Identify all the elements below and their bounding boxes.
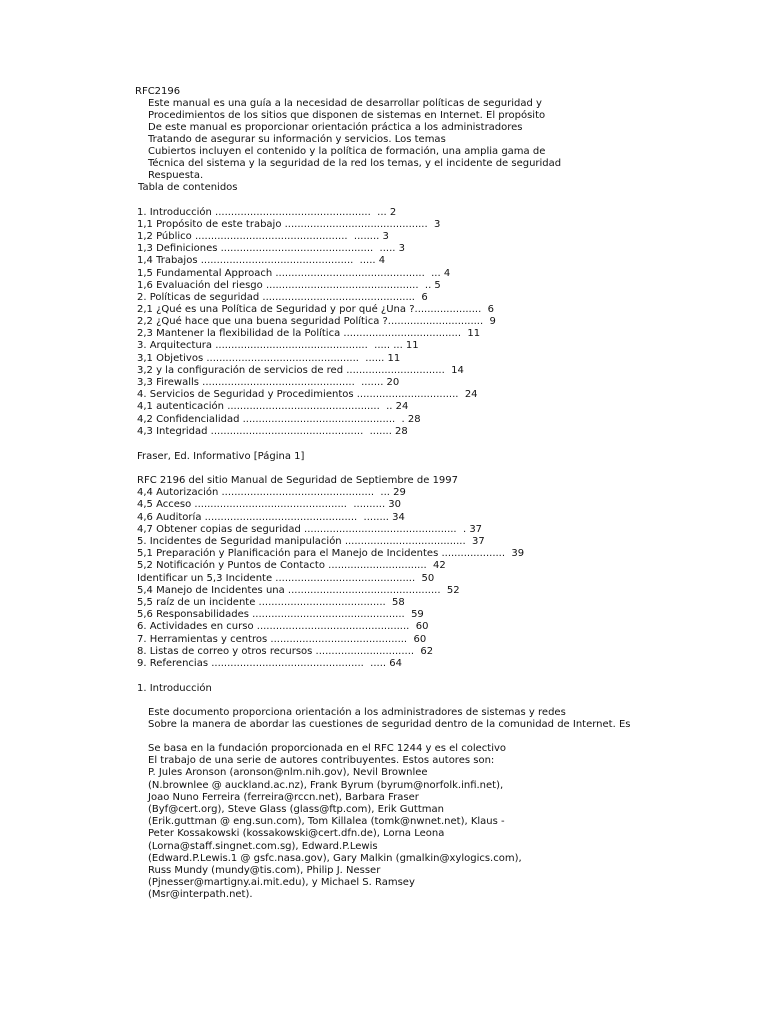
toc-entry: 1,2 Público ................................................ ........ 3 (137, 231, 389, 242)
toc-entry: 1,4 Trabajos ................................................ ..... 4 (137, 255, 386, 266)
body-line: (Byf@cert.org), Steve Glass (glass@ftp.com), Erik Guttman (148, 804, 444, 815)
toc-entry: 5. Incidentes de Seguridad manipulación ...................................... 37 (137, 536, 485, 547)
toc-entry: 1,3 Definiciones ................................................ ..... 3 (137, 243, 405, 254)
toc-entry: 5,5 raíz de un incidente ........................................ 58 (137, 597, 405, 608)
toc-heading: Tabla de contenidos (138, 182, 238, 193)
toc-entry: 1,5 Fundamental Approach ............................................... ... 4 (137, 268, 451, 279)
toc-entry: 5,2 Notificación y Puntos de Contacto ............................... 42 (137, 560, 446, 571)
body-line: (N.brownlee @ auckland.ac.nz), Frank Byrum (byrum@norfolk.infi.net), (148, 780, 504, 791)
body-line: Sobre la manera de abordar las cuestiones de seguridad dentro de la comunidad de Internet. Es (148, 719, 631, 730)
toc-entry: 3,2 y la configuración de servicios de red ............................... 14 (137, 365, 464, 376)
toc-entry: 8. Listas de correo y otros recursos ............................... 62 (137, 646, 434, 657)
toc-entry: 4,3 Integridad ................................................ ....... 28 (137, 426, 408, 437)
page-footer: Fraser, Ed. Informativo [Página 1] (137, 451, 305, 462)
toc-entry: 6. Actividades en curso ................................................ 60 (137, 621, 429, 632)
toc-entry: 4,5 Acceso ................................................ .......... 30 (137, 499, 402, 510)
toc-entry: 1. Introducción ................................................. ... 2 (137, 207, 397, 218)
toc-entry: 5,6 Responsabilidades ................................................ 59 (137, 609, 424, 620)
toc-entry: 4,1 autenticación ................................................ .. 24 (137, 401, 409, 412)
abstract-line: Tratando de asegurar su información y servicios. Los temas (148, 134, 446, 145)
toc-entry: 3,3 Firewalls ................................................ ....... 20 (137, 377, 400, 388)
toc-entry: 1,1 Propósito de este trabajo ............................................. 3 (137, 219, 441, 230)
body-line: P. Jules Aronson (aronson@nlm.nih.gov), Nevil Brownlee (148, 767, 428, 778)
toc-entry: 2. Políticas de seguridad ................................................ 6 (137, 292, 428, 303)
body-line: Peter Kossakowski (kossakowski@cert.dfn.de), Lorna Leona (148, 828, 445, 839)
toc-entry: 1,6 Evaluación del riesgo ................................................ .. 5 (137, 280, 441, 291)
body-line: (Msr@interpath.net). (148, 889, 253, 900)
toc-entry: Identificar un 5,3 Incidente ............................................ 50 (137, 573, 435, 584)
toc-entry: 4. Servicios de Seguridad y Procedimientos ................................ 24 (137, 389, 478, 400)
toc-entry: 7. Herramientas y centros ........................................... 60 (137, 634, 427, 645)
toc-entry: 5,1 Preparación y Planificación para el Manejo de Incidentes .................... 39 (137, 548, 525, 559)
toc-entry: 2,1 ¿Qué es una Política de Seguridad y por qué ¿Una ?..................... 6 (137, 304, 494, 315)
body-line: (Edward.P.Lewis.1 @ gsfc.nasa.gov), Gary Malkin (gmalkin@xylogics.com), (148, 853, 522, 864)
abstract-line: Procedimientos de los sitios que disponen de sistemas en Internet. El propósito (148, 110, 546, 121)
section-heading: 1. Introducción (137, 683, 212, 694)
body-line: Este documento proporciona orientación a los administradores de sistemas y redes (148, 707, 566, 718)
toc-entry: 4,7 Obtener copias de seguridad ................................................ . 37 (137, 524, 483, 535)
doc-header: RFC2196 (135, 86, 181, 97)
toc-entry: 4,4 Autorización ................................................ ... 29 (137, 487, 406, 498)
toc-entry: 2,2 ¿Qué hace que una buena seguridad Política ?.............................. 9 (137, 316, 496, 327)
body-line: Russ Mundy (mundy@tis.com), Philip J. Nesser (148, 865, 381, 876)
toc-entry: 9. Referencias ................................................ ..... 64 (137, 658, 402, 669)
toc-entry: 4,2 Confidencialidad ................................................ . 28 (137, 414, 421, 425)
body-line: Joao Nuno Ferreira (ferreira@rccn.net), Barbara Fraser (148, 792, 419, 803)
body-line: (Lorna@staff.singnet.com.sg), Edward.P.Lewis (148, 841, 378, 852)
toc-entry: 4,6 Auditoría ................................................ ........ 34 (137, 512, 405, 523)
body-line: (Erik.guttman @ eng.sun.com), Tom Killalea (tomk@nwnet.net), Klaus - (148, 816, 505, 827)
abstract-line: Este manual es una guía a la necesidad de desarrollar políticas de seguridad y (148, 98, 542, 109)
toc-entry: 5,4 Manejo de Incidentes una ................................................ 52 (137, 585, 460, 596)
toc-entry: 3,1 Objetivos ................................................ ...... 11 (137, 353, 401, 364)
page-header: RFC 2196 del sitio Manual de Seguridad de Septiembre de 1997 (137, 475, 459, 486)
abstract-line: Técnica del sistema y la seguridad de la red los temas, y el incidente de seguridad (148, 158, 562, 169)
body-line: (Pjnesser@martigny.ai.mit.edu), y Michael S. Ramsey (148, 877, 415, 888)
body-line: El trabajo de una serie de autores contribuyentes. Estos autores son: (148, 755, 495, 766)
toc-entry: 2,3 Mantener la flexibilidad de la Política ..................................... 11 (137, 328, 481, 339)
body-line: Se basa en la fundación proporcionada en el RFC 1244 y es el colectivo (148, 743, 507, 754)
abstract-line: Respuesta. (148, 170, 204, 181)
abstract-line: Cubiertos incluyen el contenido y la política de formación, una amplia gama de (148, 146, 546, 157)
abstract-line: De este manual es proporcionar orientación práctica a los administradores (148, 122, 523, 133)
toc-entry: 3. Arquitectura ................................................ ..... ... 11 (137, 340, 419, 351)
